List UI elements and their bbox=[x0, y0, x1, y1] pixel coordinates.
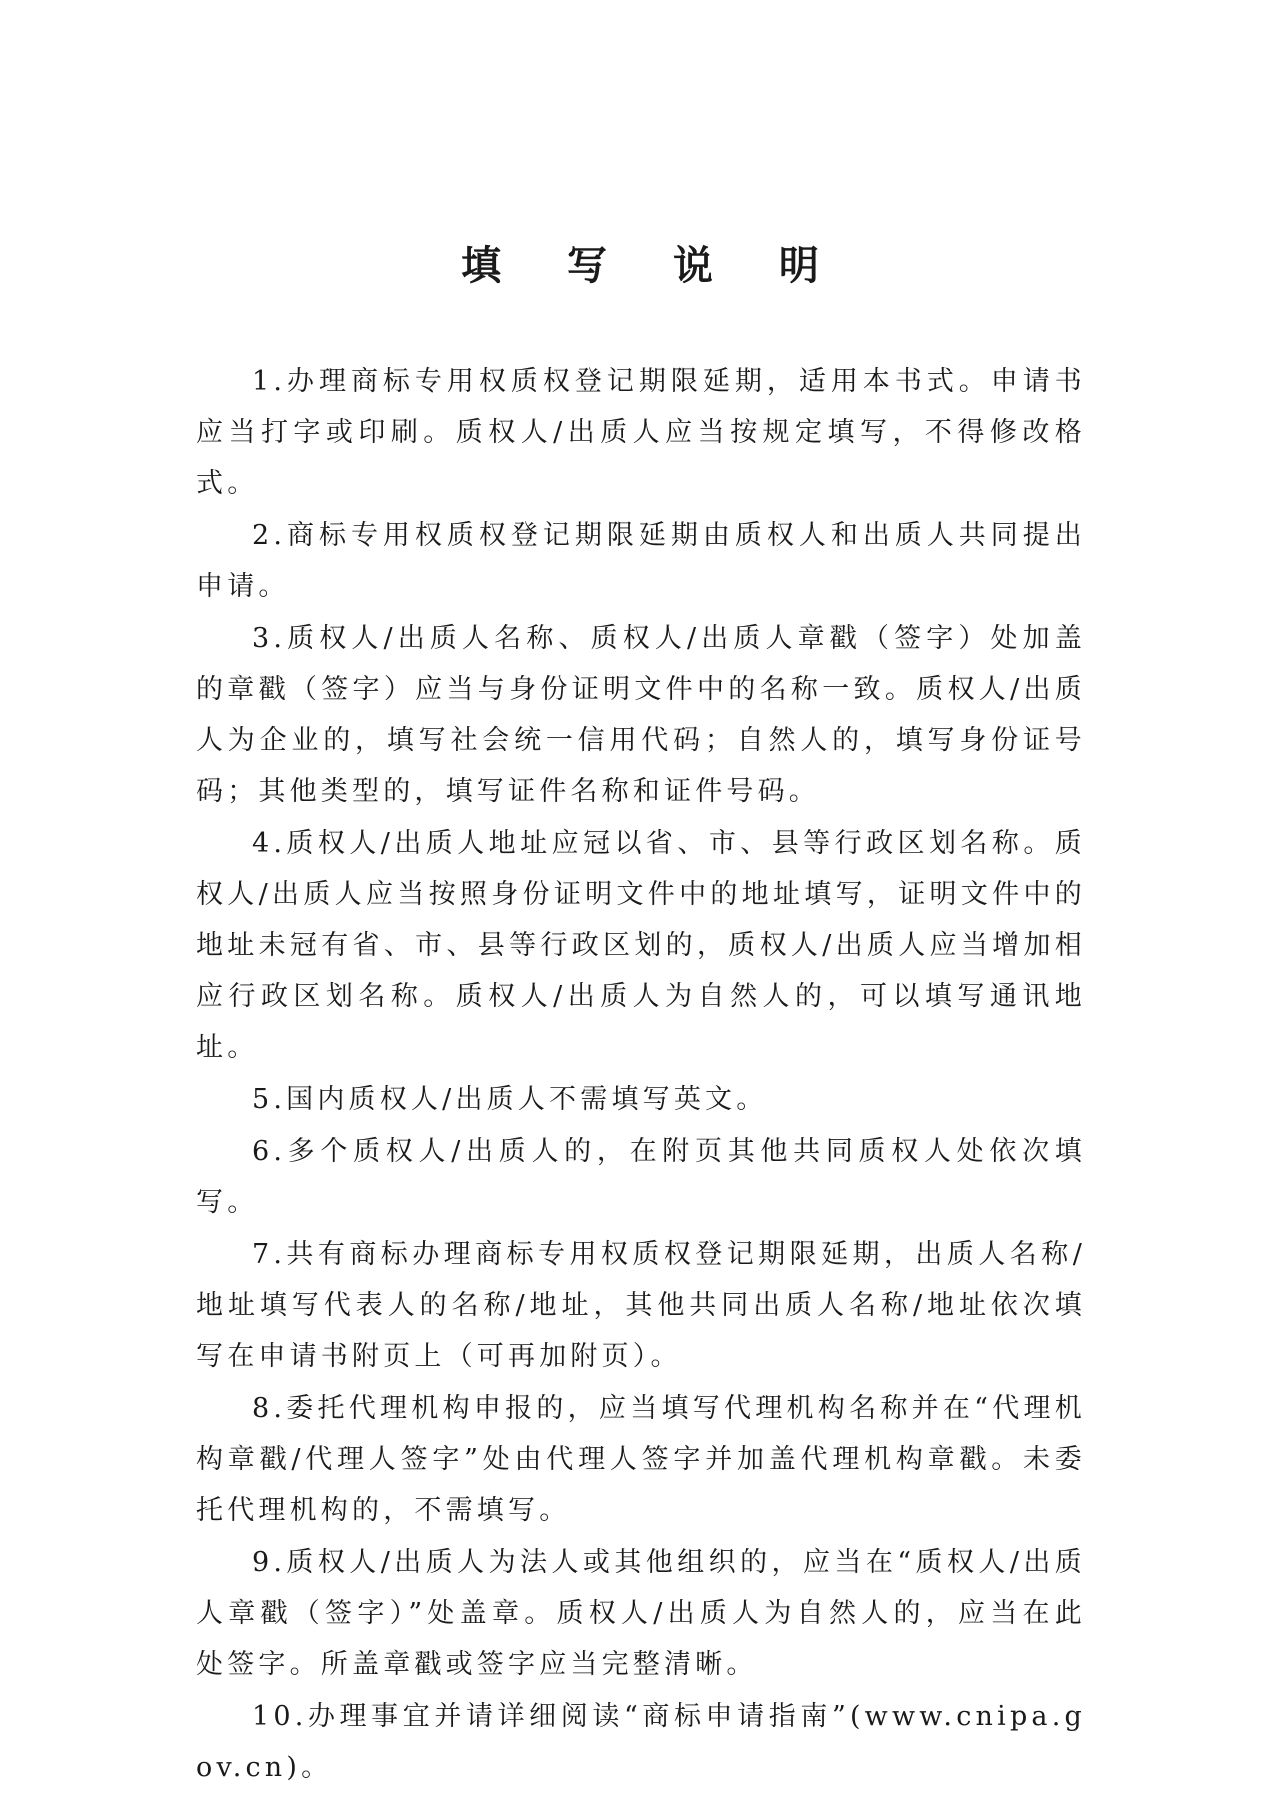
instruction-item-3: 3.质权人/出质人名称、质权人/出质人章戳（签字）处加盖的章戳（签字）应当与身份证明文件中的名称一致。质权人/出质人为企业的，填写社会统一信用代码；自然人的，填写身份证号码；其他类型的，填写证件名称和证件号码。 bbox=[196, 623, 1086, 807]
instruction-item-10: 10.办理事宜并请详细阅读“商标申请指南”(www.cnipa.gov.cn)。 bbox=[196, 1701, 1086, 1783]
instruction-item-7: 7.共有商标办理商标专用权质权登记期限延期，出质人名称/地址填写代表人的名称/地址，其他共同出质人名称/地址依次填写在申请书附页上（可再加附页）。 bbox=[196, 1239, 1086, 1372]
instruction-item-5: 5.国内质权人/出质人不需填写英文。 bbox=[252, 1084, 768, 1115]
page-title: 填 写 说 明 bbox=[461, 243, 845, 289]
instruction-item-4: 4.质权人/出质人地址应冠以省、市、县等行政区划名称。质权人/出质人应当按照身份证明文件中的地址填写，证明文件中的地址未冠有省、市、县等行政区划的，质权人/出质人应当增加相应行政区划名称。质权人/出质人为自然人的，可以填写通讯地址。 bbox=[196, 828, 1086, 1063]
instruction-item-8: 8.委托代理机构申报的，应当填写代理机构名称并在“代理机构章戳/代理人签字”处由代理人签字并加盖代理机构章戳。未委托代理机构的，不需填写。 bbox=[196, 1393, 1086, 1526]
instruction-item-1: 1.办理商标专用权质权登记期限延期，适用本书式。申请书应当打字或印刷。质权人/出质人应当按规定填写，不得修改格式。 bbox=[196, 366, 1086, 499]
instruction-item-6: 6.多个质权人/出质人的，在附页其他共同质权人处依次填写。 bbox=[196, 1136, 1086, 1218]
instructions-body bbox=[196, 356, 1086, 1794]
instruction-item-2: 2.商标专用权质权登记期限延期由质权人和出质人共同提出申请。 bbox=[196, 520, 1086, 602]
instruction-item-9: 9.质权人/出质人为法人或其他组织的，应当在“质权人/出质人章戳（签字）”处盖章。质权人/出质人为自然人的，应当在此处签字。所盖章戳或签字应当完整清晰。 bbox=[196, 1547, 1086, 1680]
